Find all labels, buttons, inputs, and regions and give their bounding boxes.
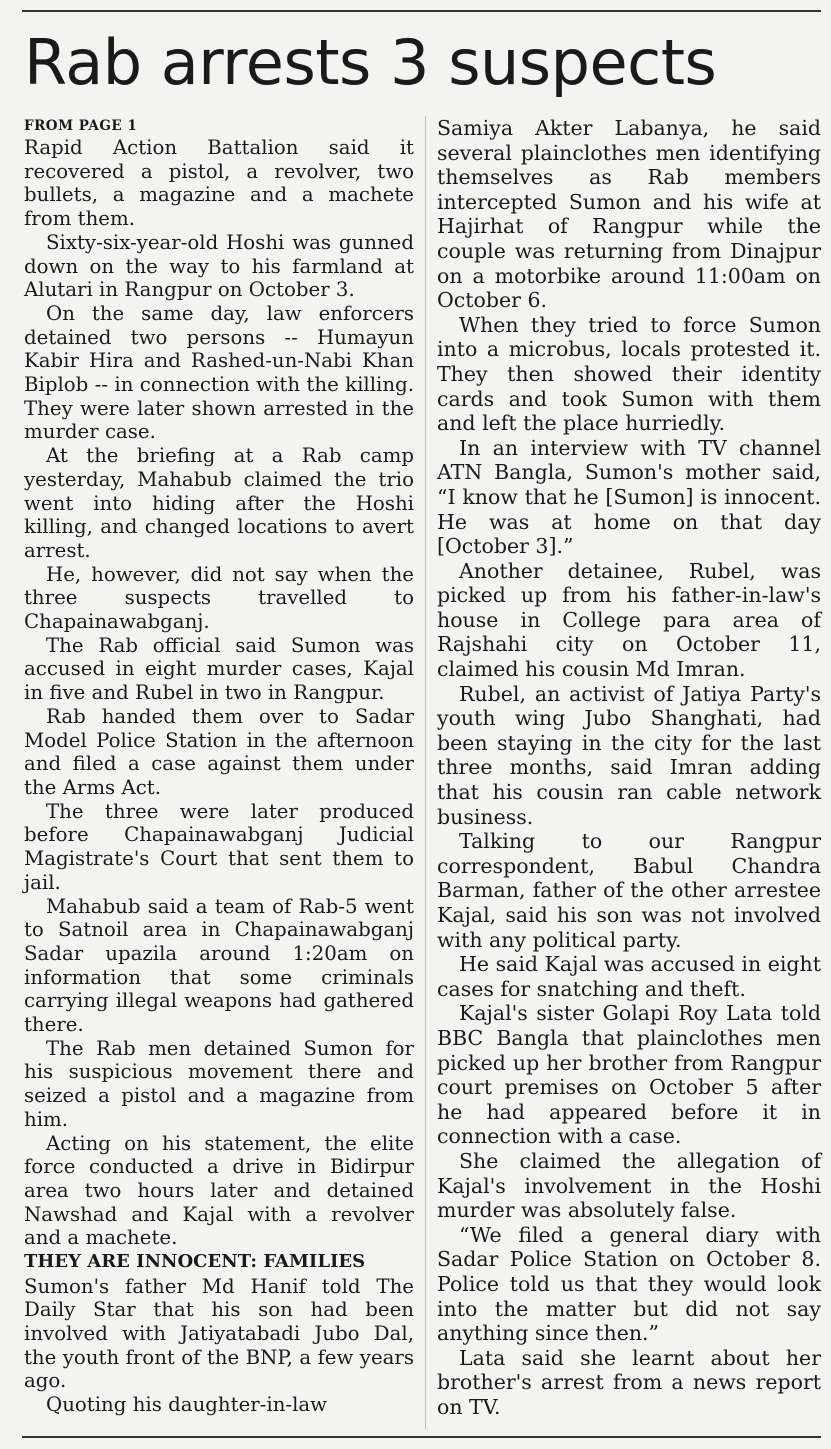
paragraph: On the same day, law enforcers detained two persons -- Humayun Kabir Hira and Rashed-un-Nabi Khan Biplob -- in connection with the killing. They were later shown arrested in the murder case. <box>24 301 414 444</box>
paragraph: The three were later produced before Chapainawabganj Judicial Magistrate's Court that sent them to jail. <box>24 799 414 894</box>
paragraph: Rapid Action Battalion said it recovered a pistol, a revolver, two bullets, a magazine and a machete from them. <box>24 136 414 231</box>
paragraph: When they tried to force Sumon into a microbus, locals protested it. They then showed their identity cards and took Sumon with them and left the place hurriedly. <box>437 312 821 436</box>
left-column <box>24 116 414 1417</box>
paragraph: Rab handed them over to Sadar Model Police Station in the afternoon and filed a case against them under the Arms Act. <box>24 704 414 799</box>
paragraph: Acting on his statement, the elite force conducted a drive in Bidirpur area two hours later and detained Nawshad and Kajal with a revolver and a machete. <box>24 1131 414 1250</box>
paragraph: He, however, did not say when the three suspects travelled to Chapainawabganj. <box>24 562 414 634</box>
paragraph: She claimed the allegation of Kajal's involvement in the Hoshi murder was absolutely false. <box>437 1148 821 1223</box>
paragraph: The Rab men detained Sumon for his suspicious movement there and seized a pistol and a magazine from him. <box>24 1036 414 1131</box>
paragraph: Lata said she learnt about her brother's arrest from a news report on TV. <box>437 1345 821 1419</box>
paragraph: He said Kajal was accused in eight cases for snatching and theft. <box>437 952 821 1001</box>
paragraph: Kajal's sister Golapi Roy Lata told BBC Bangla that plainclothes men picked up her brother from Rangpur court premises on October 5 after he had appeared before it in connection with a case. <box>437 1001 821 1149</box>
paragraph: Sixty-six-year-old Hoshi was gunned down on the way to his farmland at Alutari in Rangpur on October 3. <box>24 230 414 302</box>
paragraph: Sumon's father Md Hanif told The Daily Star that his son had been involved with Jatiyatabadi Jubo Dal, the youth front of the BNP, a few years ago. <box>24 1274 414 1393</box>
paragraph: Mahabub said a team of Rab-5 went to Satnoil area in Chapainawabganj Sadar upazila around 1:20am on information that some criminals carrying illegal weapons had gathered there. <box>24 894 414 1037</box>
paragraph: The Rab official said Sumon was accused in eight murder cases, Kajal in five and Rubel in two in Rangpur. <box>24 633 414 705</box>
dateline: FROM PAGE 1 <box>24 118 138 134</box>
paragraph: Rubel, an activist of Jatiya Party's youth wing Jubo Shanghati, had been staying in the city for the last three months, said Imran adding that his cousin ran cable network business. <box>437 681 821 829</box>
paragraph: Samiya Akter Labanya, he said several plainclothes men identifying themselves as Rab members intercepted Sumon and his wife at Hajirhat of Rangpur while the couple was returning from Dinajpur on a motorbike around 11:00am on October 6. <box>437 116 821 313</box>
paragraph: Quoting his daughter-in-law <box>46 1393 328 1417</box>
paragraph: Talking to our Rangpur correspondent, Babul Chandra Barman, father of the other arrestee Kajal, said his son was not involved with any political party. <box>437 829 821 952</box>
right-column <box>437 116 821 1419</box>
paragraph: At the briefing at a Rab camp yesterday, Mahabub claimed the trio went into hiding after the Hoshi killing, and changed locations to avert arrest. <box>24 444 414 562</box>
column-divider <box>425 116 426 1429</box>
paragraph: In an interview with TV channel ATN Bangla, Sumon's mother said, “I know that he [Sumon] is innocent. He was at home on that day [October 3].” <box>437 435 821 559</box>
top-rule <box>22 10 821 12</box>
bottom-rule <box>22 1436 821 1438</box>
paragraph: Another detainee, Rubel, was picked up from his father-in-law's house in College para area of Rajshahi city on October 11, claimed his cousin Md Imran. <box>437 558 821 682</box>
headline: Rab arrests 3 suspects <box>24 26 717 99</box>
subhead: THEY ARE INNOCENT: FAMILIES <box>24 1251 366 1273</box>
paragraph: “We filed a general diary with Sadar Police Station on October 8. Police told us that they would look into the matter but did not say anything since then.” <box>437 1222 821 1346</box>
